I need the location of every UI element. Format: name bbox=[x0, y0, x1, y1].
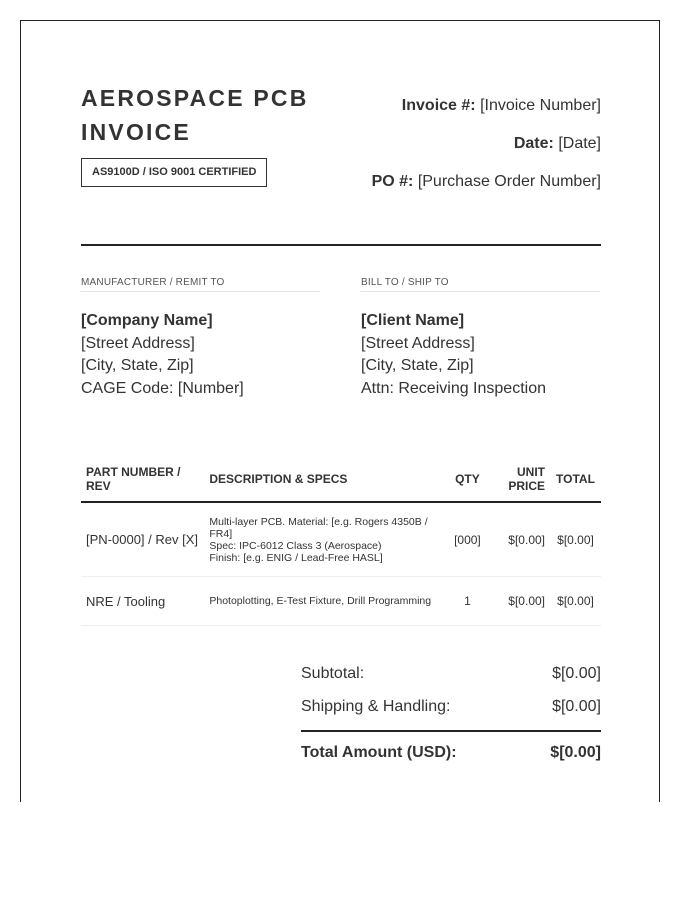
po-number-label: PO #: bbox=[371, 173, 414, 190]
qty-cell: [000] bbox=[445, 502, 490, 577]
table-row bbox=[81, 502, 601, 577]
manufacturer-street: [Street Address] bbox=[81, 334, 195, 352]
client-attention: Attn: Receiving Inspection bbox=[361, 379, 546, 397]
invoice-number-label: Invoice #: bbox=[401, 97, 476, 114]
client-city: [City, State, Zip] bbox=[361, 357, 474, 374]
shipping-label: Shipping & Handling: bbox=[301, 698, 451, 715]
bill-to-heading: BILL TO / SHIP TO bbox=[361, 277, 600, 292]
unit-price-cell: $[0.00] bbox=[490, 502, 550, 577]
certification-badge: AS9100D / ISO 9001 CERTIFIED bbox=[81, 158, 267, 187]
description-cell bbox=[204, 577, 445, 626]
manufacturer-heading: MANUFACTURER / REMIT TO bbox=[81, 277, 320, 292]
totals-block bbox=[301, 657, 601, 770]
po-number-value: [Purchase Order Number] bbox=[417, 173, 601, 190]
invoice-title: AEROSPACE PCB INVOICE bbox=[81, 85, 309, 145]
invoice-number-row bbox=[371, 95, 601, 117]
part-number-cell: [PN-0000] / Rev [X] bbox=[81, 502, 204, 577]
subtotal-label: Subtotal: bbox=[301, 665, 365, 682]
invoice-page bbox=[20, 20, 660, 802]
line-total-cell: $[0.00] bbox=[550, 577, 601, 626]
po-number-row bbox=[371, 171, 601, 193]
client-street: [Street Address] bbox=[361, 334, 475, 352]
client-name: [Client Name] bbox=[361, 312, 465, 329]
bill-to-block bbox=[361, 277, 600, 400]
bill-to-address bbox=[361, 310, 600, 400]
unit-price-cell: $[0.00] bbox=[490, 577, 550, 626]
manufacturer-name: [Company Name] bbox=[81, 312, 213, 329]
part-number-cell: NRE / Tooling bbox=[81, 577, 204, 626]
column-header-qty: QTY bbox=[445, 457, 490, 502]
invoice-date-value: [Date] bbox=[558, 135, 601, 152]
table-header-row bbox=[81, 457, 601, 502]
totals-divider bbox=[301, 730, 601, 732]
column-header-description: DESCRIPTION & SPECS bbox=[204, 457, 445, 502]
column-header-total: TOTAL bbox=[550, 457, 601, 502]
header-divider bbox=[81, 244, 601, 246]
subtotal-row bbox=[301, 657, 601, 690]
shipping-value: $[0.00] bbox=[552, 698, 601, 715]
line-total-cell: $[0.00] bbox=[550, 502, 601, 577]
qty-cell: 1 bbox=[445, 577, 490, 626]
invoice-meta bbox=[371, 95, 601, 209]
invoice-number-value: [Invoice Number] bbox=[480, 97, 601, 114]
grand-total-label: Total Amount (USD): bbox=[301, 744, 457, 761]
shipping-row bbox=[301, 690, 601, 723]
description-line: Photoplotting, E-Test Fixture, Drill Programming bbox=[209, 595, 432, 607]
invoice-date-row bbox=[371, 133, 601, 155]
description-line: Multi-layer PCB. Material: [e.g. Rogers 4350B / FR4] bbox=[209, 515, 428, 540]
manufacturer-city: [City, State, Zip] bbox=[81, 357, 194, 374]
grand-total-row bbox=[301, 736, 601, 770]
grand-total-value: $[0.00] bbox=[550, 744, 601, 761]
description-cell bbox=[204, 502, 445, 577]
column-header-part-number: PART NUMBER / REV bbox=[81, 457, 204, 502]
description-line: Finish: [e.g. ENIG / Lead-Free HASL] bbox=[209, 551, 383, 564]
invoice-date-label: Date: bbox=[513, 135, 554, 152]
description-line: Spec: IPC-6012 Class 3 (Aerospace) bbox=[209, 539, 382, 552]
line-items-table bbox=[81, 457, 601, 626]
manufacturer-block bbox=[81, 277, 320, 400]
manufacturer-address bbox=[81, 310, 320, 400]
table-row bbox=[81, 577, 601, 626]
subtotal-value: $[0.00] bbox=[552, 665, 601, 682]
column-header-unit-price: UNIT PRICE bbox=[490, 457, 550, 502]
manufacturer-cage-code: CAGE Code: [Number] bbox=[81, 379, 244, 397]
